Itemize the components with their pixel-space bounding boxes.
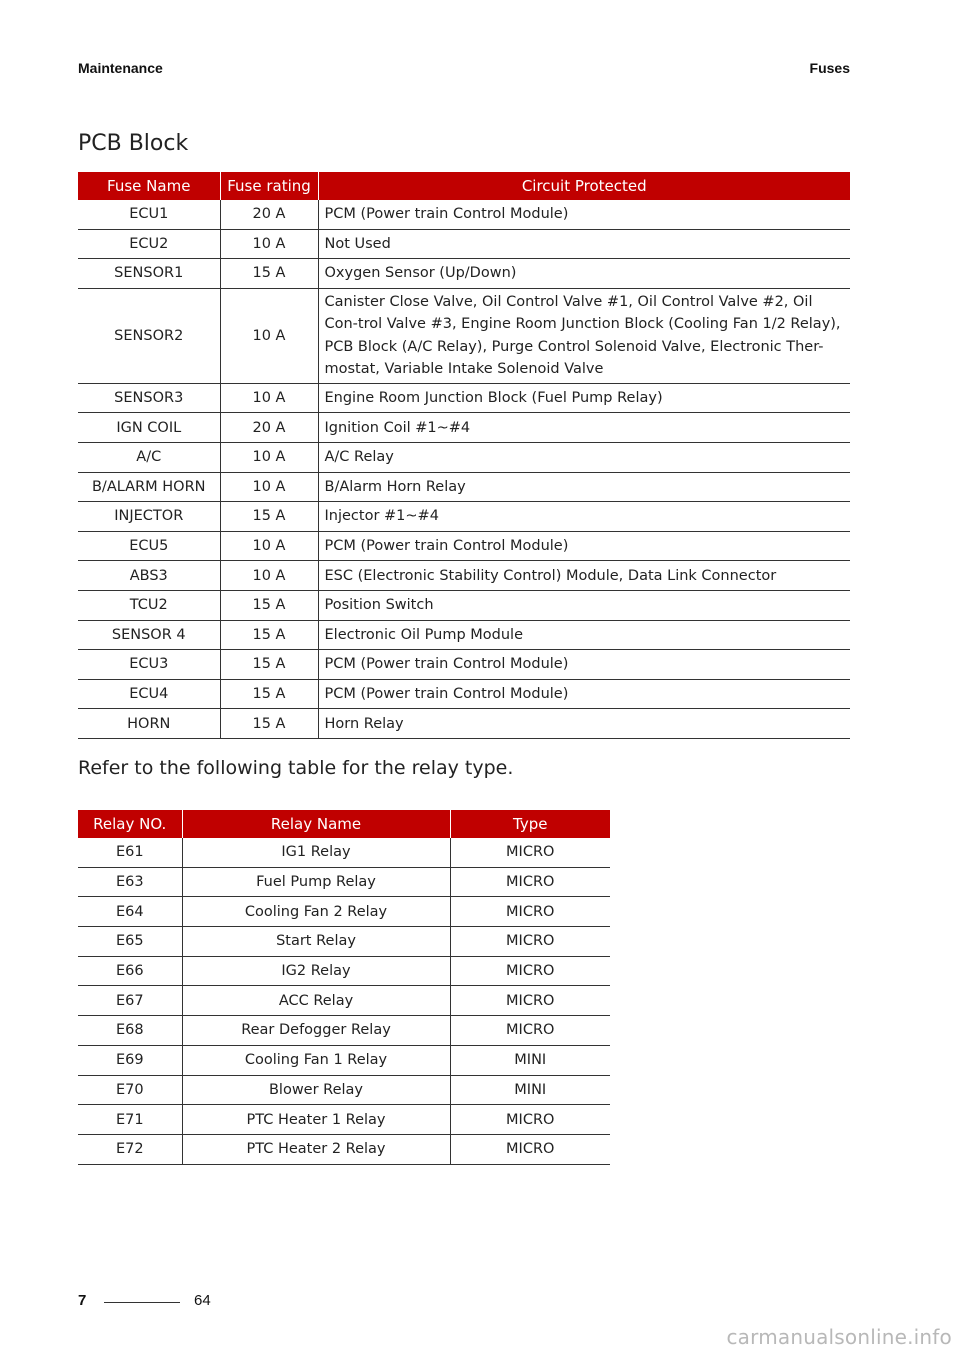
circuit-protected: PCM (Power train Control Module) (318, 531, 850, 561)
circuit-protected: B/Alarm Horn Relay (318, 472, 850, 502)
relay-name: Cooling Fan 1 Relay (182, 1045, 450, 1075)
table-row (78, 531, 850, 561)
circuit-protected: Engine Room Junction Block (Fuel Pump Relay) (318, 383, 850, 413)
fuse-name: ECU3 (78, 650, 220, 680)
table-row (78, 1105, 610, 1135)
circuit-protected: Canister Close Valve, Oil Control Valve #1, Oil Control Valve #2, Oil Con-trol Valve #3, Engine Room Junction Block (Cooling Fan 1/2 Relay), PCB Block (A/C Relay), Purge Control Solenoid Valve, Electronic Ther-mostat, Variable Intake Solenoid Valve (318, 288, 850, 383)
circuit-protected: PCM (Power train Control Module) (318, 650, 850, 680)
relay-no: E64 (78, 897, 182, 927)
page-number: 64 (194, 1292, 211, 1309)
relay-no: E72 (78, 1134, 182, 1164)
relay-type: MICRO (450, 867, 610, 897)
relay-name: Start Relay (182, 927, 450, 957)
table-row (78, 956, 610, 986)
page-footer (78, 1292, 238, 1312)
fuse-name: HORN (78, 709, 220, 739)
circuit-protected: PCM (Power train Control Module) (318, 200, 850, 229)
relay-type: MINI (450, 1075, 610, 1105)
circuit-protected: ESC (Electronic Stability Control) Module, Data Link Connector (318, 561, 850, 591)
fuse-name: ECU5 (78, 531, 220, 561)
relay-name: IG2 Relay (182, 956, 450, 986)
col-fuse-name: Fuse Name (78, 172, 220, 200)
circuit-protected: PCM (Power train Control Module) (318, 679, 850, 709)
table-row (78, 1134, 610, 1164)
circuit-protected: A/C Relay (318, 442, 850, 472)
relay-no: E61 (78, 838, 182, 867)
relay-type: MICRO (450, 927, 610, 957)
circuit-protected: Not Used (318, 229, 850, 259)
relay-type: MINI (450, 1045, 610, 1075)
relay-no: E67 (78, 986, 182, 1016)
relay-type: MICRO (450, 1105, 610, 1135)
fuse-rating: 15 A (220, 590, 318, 620)
relay-no: E70 (78, 1075, 182, 1105)
col-circuit-protected: Circuit Protected (318, 172, 850, 200)
fuse-name: IGN COIL (78, 413, 220, 443)
fuse-rating: 10 A (220, 442, 318, 472)
fuse-name: SENSOR 4 (78, 620, 220, 650)
relay-type: MICRO (450, 956, 610, 986)
circuit-protected: Oxygen Sensor (Up/Down) (318, 259, 850, 289)
table-row (78, 590, 850, 620)
fuse-rating: 15 A (220, 259, 318, 289)
fuse-name: INJECTOR (78, 502, 220, 532)
fuse-rating: 15 A (220, 679, 318, 709)
table-row (78, 288, 850, 383)
table-row (78, 259, 850, 289)
relay-table (78, 810, 610, 1165)
fuse-rating: 15 A (220, 502, 318, 532)
table-row (78, 561, 850, 591)
col-relay-no: Relay NO. (78, 810, 182, 838)
relay-name: Rear Defogger Relay (182, 1016, 450, 1046)
footer-rule (104, 1302, 180, 1303)
fuse-rating: 10 A (220, 472, 318, 502)
relay-table-header (78, 810, 610, 838)
table-row (78, 927, 610, 957)
fuse-rating: 15 A (220, 709, 318, 739)
circuit-protected: Ignition Coil #1~#4 (318, 413, 850, 443)
fuse-rating: 10 A (220, 229, 318, 259)
relay-name: Cooling Fan 2 Relay (182, 897, 450, 927)
col-fuse-rating: Fuse rating (220, 172, 318, 200)
table-row (78, 620, 850, 650)
circuit-protected: Horn Relay (318, 709, 850, 739)
table-row (78, 1045, 610, 1075)
fuse-rating: 10 A (220, 288, 318, 383)
chapter-number: 7 (78, 1292, 87, 1309)
fuse-table-header (78, 172, 850, 200)
fuse-rating: 15 A (220, 650, 318, 680)
fuse-name: A/C (78, 442, 220, 472)
relay-type: MICRO (450, 897, 610, 927)
fuse-name: ECU1 (78, 200, 220, 229)
relay-name: IG1 Relay (182, 838, 450, 867)
table-row (78, 502, 850, 532)
table-row (78, 838, 610, 867)
table-row (78, 1075, 610, 1105)
relay-intro-text: Refer to the following table for the relay type. (78, 757, 514, 779)
fuse-name: ECU4 (78, 679, 220, 709)
relay-type: MICRO (450, 1016, 610, 1046)
relay-name: PTC Heater 2 Relay (182, 1134, 450, 1164)
table-row (78, 897, 610, 927)
circuit-protected: Position Switch (318, 590, 850, 620)
relay-no: E66 (78, 956, 182, 986)
table-row (78, 986, 610, 1016)
table-row (78, 200, 850, 229)
fuse-name: SENSOR1 (78, 259, 220, 289)
table-row (78, 442, 850, 472)
table-row (78, 383, 850, 413)
relay-name: Blower Relay (182, 1075, 450, 1105)
fuse-name: ABS3 (78, 561, 220, 591)
relay-type: MICRO (450, 838, 610, 867)
relay-name: ACC Relay (182, 986, 450, 1016)
circuit-protected: Electronic Oil Pump Module (318, 620, 850, 650)
circuit-protected: Injector #1~#4 (318, 502, 850, 532)
relay-no: E68 (78, 1016, 182, 1046)
fuse-name: B/ALARM HORN (78, 472, 220, 502)
section-title: PCB Block (78, 131, 189, 156)
running-head (78, 60, 850, 80)
col-relay-type: Type (450, 810, 610, 838)
fuse-name: SENSOR2 (78, 288, 220, 383)
fuse-rating: 20 A (220, 413, 318, 443)
fuse-rating: 10 A (220, 561, 318, 591)
fuse-name: SENSOR3 (78, 383, 220, 413)
topic-label: Fuses (809, 60, 850, 76)
relay-type: MICRO (450, 1134, 610, 1164)
table-row (78, 867, 610, 897)
table-row (78, 650, 850, 680)
table-row (78, 679, 850, 709)
table-row (78, 709, 850, 739)
watermark: carmanualsonline.info (726, 1325, 952, 1349)
table-row (78, 229, 850, 259)
relay-name: PTC Heater 1 Relay (182, 1105, 450, 1135)
fuse-rating: 10 A (220, 531, 318, 561)
section-label: Maintenance (78, 60, 163, 76)
fuse-rating: 15 A (220, 620, 318, 650)
relay-no: E65 (78, 927, 182, 957)
fuse-rating: 10 A (220, 383, 318, 413)
table-row (78, 472, 850, 502)
table-row (78, 413, 850, 443)
col-relay-name: Relay Name (182, 810, 450, 838)
fuse-rating: 20 A (220, 200, 318, 229)
relay-no: E71 (78, 1105, 182, 1135)
relay-no: E69 (78, 1045, 182, 1075)
relay-name: Fuel Pump Relay (182, 867, 450, 897)
table-row (78, 1016, 610, 1046)
fuse-table (78, 172, 850, 739)
relay-type: MICRO (450, 986, 610, 1016)
fuse-name: ECU2 (78, 229, 220, 259)
relay-no: E63 (78, 867, 182, 897)
fuse-name: TCU2 (78, 590, 220, 620)
